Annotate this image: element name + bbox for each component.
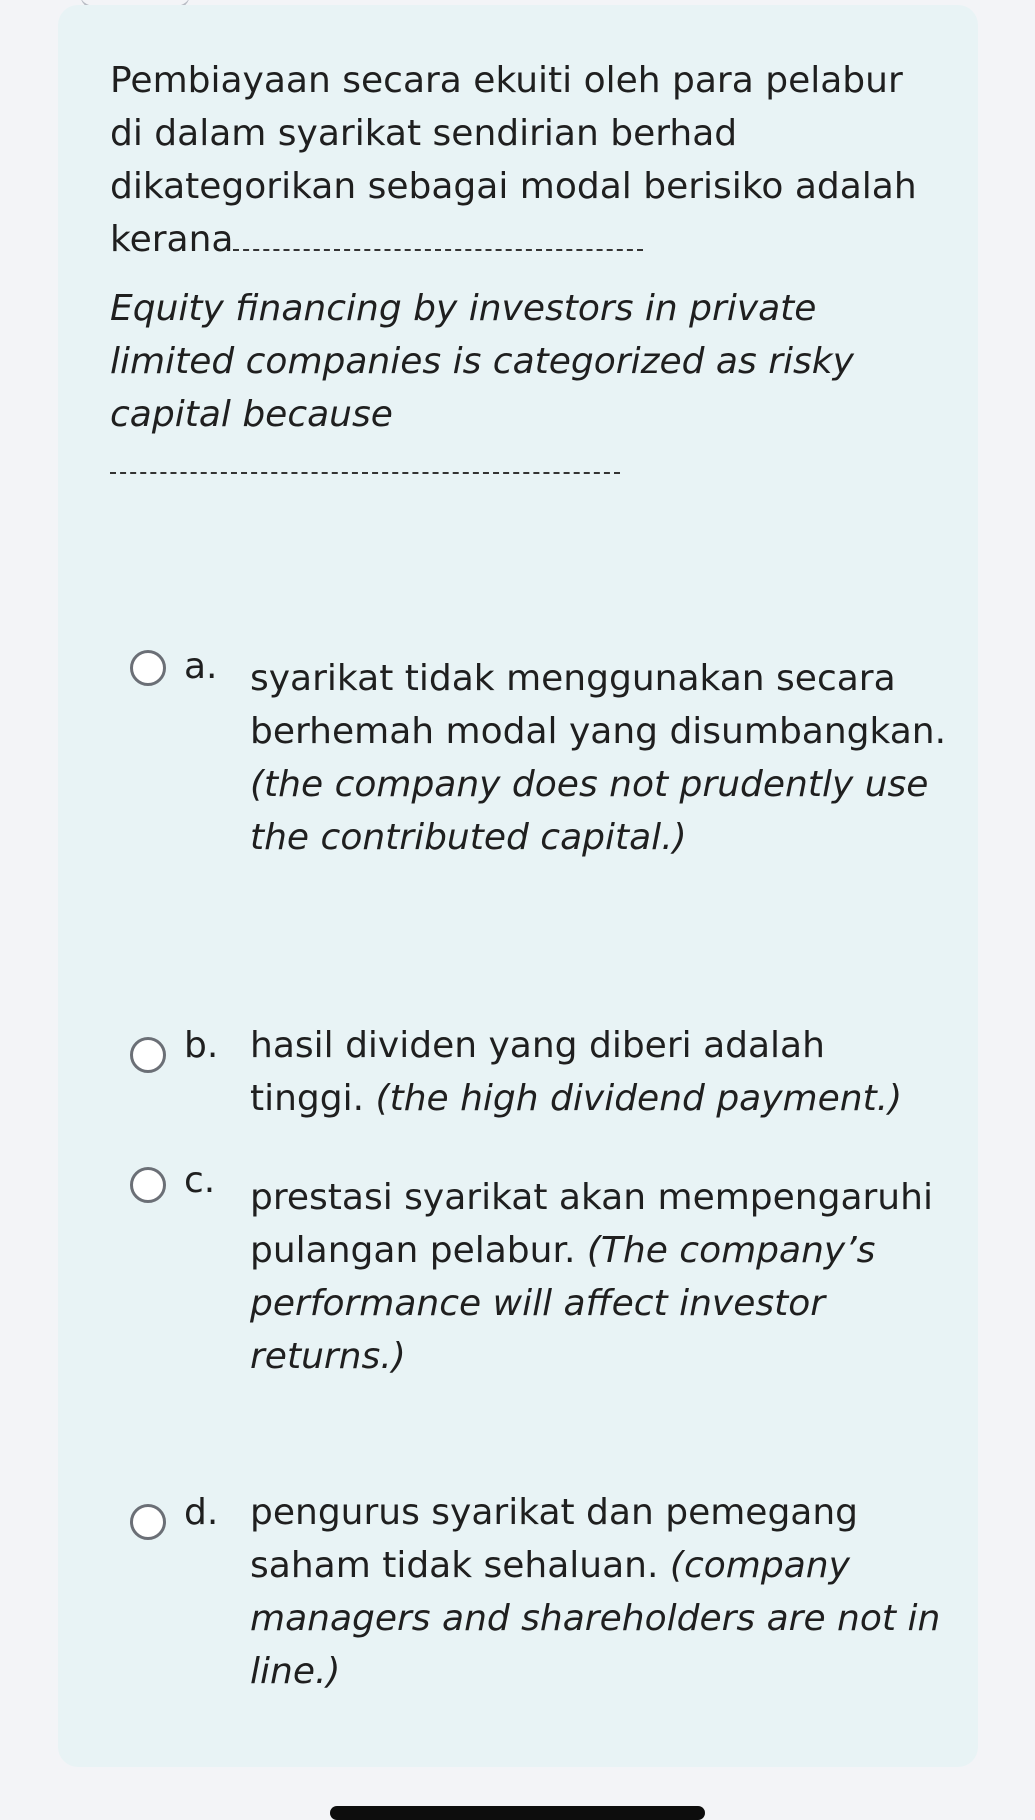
radio-button-b[interactable]	[130, 1037, 166, 1073]
question-text-malay	[110, 54, 930, 266]
option-d-english: (company managers and shareholders are not in line.)	[250, 1545, 941, 1692]
option-d-malay: pengurus syarikat dan pemegang saham tidak sehaluan.	[250, 1492, 859, 1586]
option-c-letter: c.	[184, 1160, 216, 1201]
option-b-letter: b.	[184, 1025, 219, 1066]
radio-button-d[interactable]	[130, 1504, 166, 1540]
answer-blank-inline	[233, 215, 643, 251]
option-a-letter: a.	[184, 646, 218, 687]
option-a-malay: syarikat tidak menggunakan secara berhemah modal yang disumbangkan.	[250, 658, 947, 752]
option-a-english: (the company does not prudently use the contributed capital.)	[250, 764, 929, 858]
option-c-text[interactable]	[250, 1171, 950, 1383]
question-text-english: Equity financing by investors in private limited companies is categorized as risky capital because	[110, 288, 854, 435]
home-indicator-bar[interactable]	[330, 1806, 705, 1820]
option-a-text[interactable]	[250, 652, 950, 864]
option-b-malay: hasil dividen yang diberi adalah tinggi.	[250, 1025, 825, 1119]
radio-button-a[interactable]	[130, 650, 166, 686]
option-b-english: (the high dividend payment.)	[375, 1078, 903, 1119]
option-c-malay: prestasi syarikat akan mempengaruhi pulangan pelabur.	[250, 1177, 933, 1271]
question-malay-label: Pembiayaan secara ekuiti oleh para pelabur di dalam syarikat sendirian berhad dikategorikan sebagai modal berisiko adalah kerana	[110, 60, 917, 260]
option-d-letter: d.	[184, 1492, 219, 1533]
radio-button-c[interactable]	[130, 1167, 166, 1203]
option-d-text[interactable]	[250, 1486, 950, 1698]
option-c-english: (The company’s performance will affect investor returns.)	[250, 1230, 876, 1377]
answer-blank-line	[110, 472, 620, 474]
option-b-text[interactable]	[250, 1019, 950, 1125]
